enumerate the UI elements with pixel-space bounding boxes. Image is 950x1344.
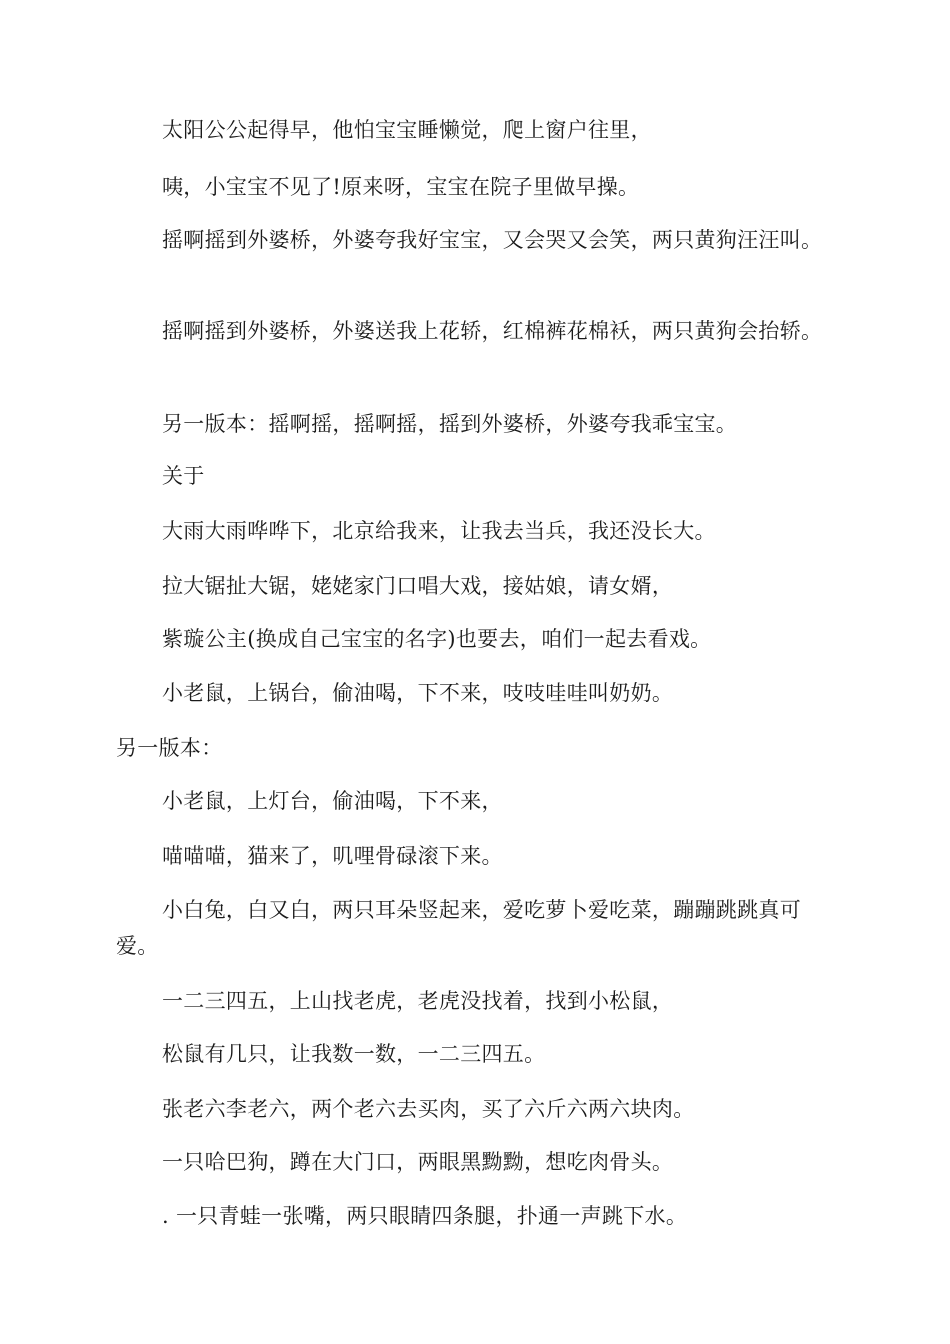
paragraph: 摇啊摇到外婆桥，外婆送我上花轿，红棉裤花棉袄，两只黄狗会抬轿。 (162, 319, 823, 343)
paragraph: 小白兔，白又白，两只耳朵竖起来，爱吃萝卜爱吃菜，蹦蹦跳跳真可爱。 (116, 898, 801, 958)
paragraph: 小老鼠，上锅台，偷油喝，下不来，吱吱哇哇叫奶奶。 (162, 681, 674, 705)
paragraph: 咦，小宝宝不见了!原来呀，宝宝在院子里做早操。 (162, 175, 640, 199)
paragraph: 关于 (162, 464, 205, 488)
paragraph: 紫璇公主(换成自己宝宝的名字)也要去，咱们一起去看戏。 (162, 627, 712, 651)
paragraph: 小老鼠，上灯台，偷油喝，下不来， (162, 789, 503, 813)
paragraph: 张老六李老六，两个老六去买肉，买了六斤六两六块肉。 (162, 1097, 695, 1121)
paragraph: . 一只青蛙一张嘴，两只眼睛四条腿，扑通一声跳下水。 (162, 1204, 688, 1228)
paragraph: 一二三四五，上山找老虎，老虎没找着，找到小松鼠， (162, 989, 674, 1013)
paragraph: 太阳公公起得早，他怕宝宝睡懒觉，爬上窗户往里， (162, 118, 652, 142)
paragraph: 拉大锯扯大锯，姥姥家门口唱大戏，接姑娘，请女婿， (162, 574, 674, 598)
paragraph: 松鼠有几只，让我数一数，一二三四五。 (162, 1042, 546, 1066)
paragraph: 另一版本：摇啊摇，摇啊摇，摇到外婆桥，外婆夸我乖宝宝。 (162, 412, 738, 436)
paragraph: 一只哈巴狗，蹲在大门口，两眼黑黝黝，想吃肉骨头。 (162, 1150, 674, 1174)
paragraph: 摇啊摇到外婆桥，外婆夸我好宝宝，又会哭又会笑，两只黄狗汪汪叫。 (162, 228, 823, 252)
paragraph: 另一版本： (116, 736, 223, 760)
paragraph: 喵喵喵，猫来了，叽哩骨碌滚下来。 (162, 844, 503, 868)
paragraph: 大雨大雨哗哗下，北京给我来，让我去当兵，我还没长大。 (162, 519, 716, 543)
